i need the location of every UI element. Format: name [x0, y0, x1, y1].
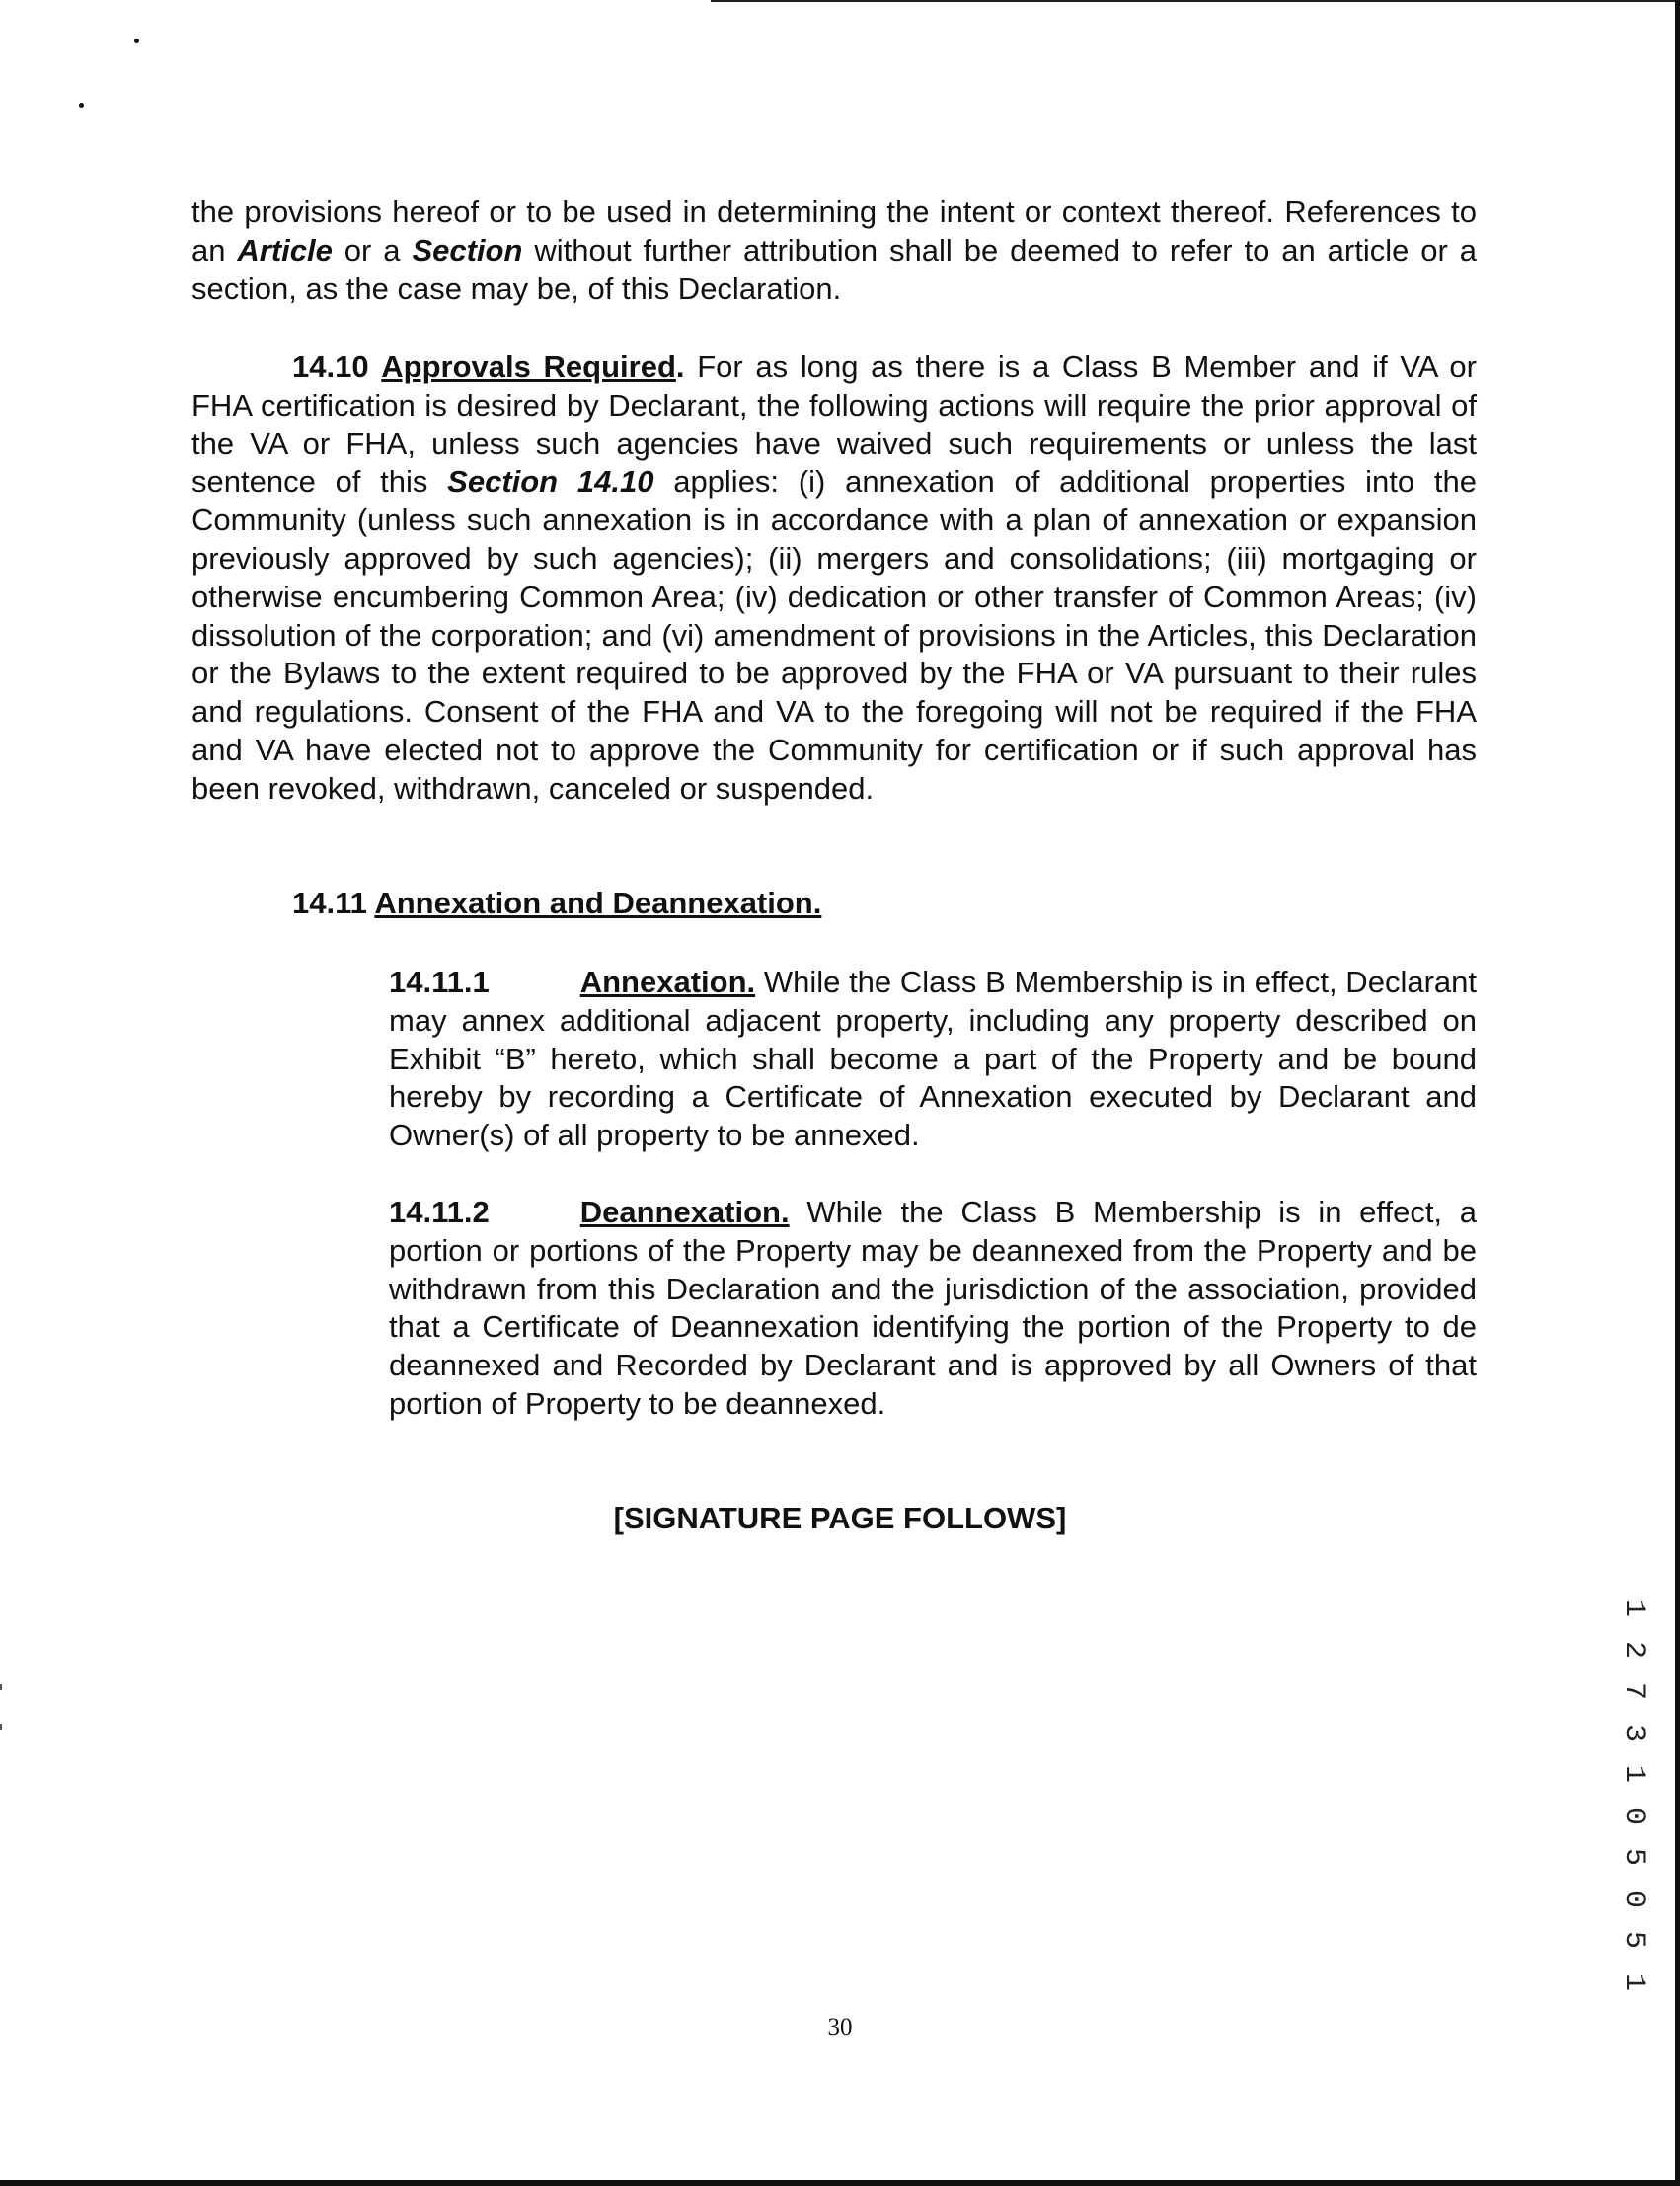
scan-speck: [134, 39, 139, 43]
scan-border-top: [711, 0, 1680, 2]
section-number: 14.11: [292, 886, 367, 920]
margin-document-id: 1 2 7 3 1 0 5 0 5 1: [1617, 1600, 1650, 1994]
section-reference: Section 14.10: [447, 464, 654, 500]
section-number: 14.11.1: [389, 965, 490, 999]
section-title: Annexation.: [579, 965, 756, 999]
scan-edge-mark: [0, 1684, 2, 1690]
page-number: 30: [827, 2014, 853, 2041]
section-title: Deannexation.: [579, 1195, 790, 1229]
scan-border-right: [1675, 0, 1680, 2186]
section-number: 14.10: [292, 350, 369, 384]
section-title: Approvals Required: [381, 350, 676, 384]
paragraph-text: or a: [332, 232, 413, 268]
scan-speck: [79, 103, 84, 108]
section-14-11-1-paragraph: [389, 964, 1477, 1155]
section-term: Section: [412, 232, 523, 268]
section-14-11-2-paragraph: [389, 1194, 1477, 1424]
section-number: 14.11.2: [389, 1195, 490, 1229]
section-14-11-heading: [292, 885, 821, 922]
section-title: Annexation and Deannexation.: [374, 886, 822, 920]
section-14-10-paragraph: [191, 349, 1477, 809]
scan-edge-mark: [0, 1724, 2, 1730]
paragraph-text: the provisions hereof or to be used in determining the intent or context thereof. References to an: [191, 195, 1477, 268]
section-text: applies: (i) annexation of additional properties into the Community (unless such annexation is in accordance with a plan of annexation or expansion previously approved by such agencies); (ii) mergers and consolidations; (iii) mortgaging or otherwise encumbering Common Area; (iv) dedication or other transfer of Common Areas; (iv) dissolution of the corporation; and (vi) amendment of provisions in the Articles, this Declaration or the Bylaws to the extent required to be approved by the FHA or VA pursuant to their rules and regulations. Consent of the FHA and VA to the foregoing will not be required if the FHA and VA have elected not to approve the Community for certification or if such approval has been revoked, withdrawn, canceled or suspended.: [191, 464, 1477, 806]
section-text: While the Class B Membership is in effect, a portion or portions of the Property may be deannexed from the Property and be withdrawn from this Declaration and the jurisdiction of the association, provided that a Certificate of Deannexation identifying the portion of the Property to de deannexed and Recorded by Declarant and is approved by all Owners of that portion of Property to be deannexed.: [389, 1195, 1477, 1421]
section-text: While the Class B Membership is in effect, Declarant may annex additional adjacent property, including any property described on Exhibit “B” hereto, which shall become a part of the Property and be bound hereby by recording a Certificate of Annexation executed by Declarant and Owner(s) of all property to be annexed.: [389, 965, 1477, 1153]
signature-page-notice: [SIGNATURE PAGE FOLLOWS]: [613, 1501, 1067, 1535]
scan-border-bottom: [0, 2180, 1680, 2186]
paragraph-continuation: [191, 194, 1477, 308]
section-title-period: .: [675, 350, 685, 384]
section-text: For as long as there is a Class B Member and if VA or FHA certification is desired by Declarant, the following actions will require the prior approval of the VA or FHA, unless such agencies have waived such requirements or unless the last sentence of this: [191, 350, 1477, 500]
article-term: Article: [237, 232, 333, 268]
paragraph-text: without further attribution shall be deemed to refer to an article or a section, as the case may be, of this Declaration.: [191, 232, 1477, 306]
